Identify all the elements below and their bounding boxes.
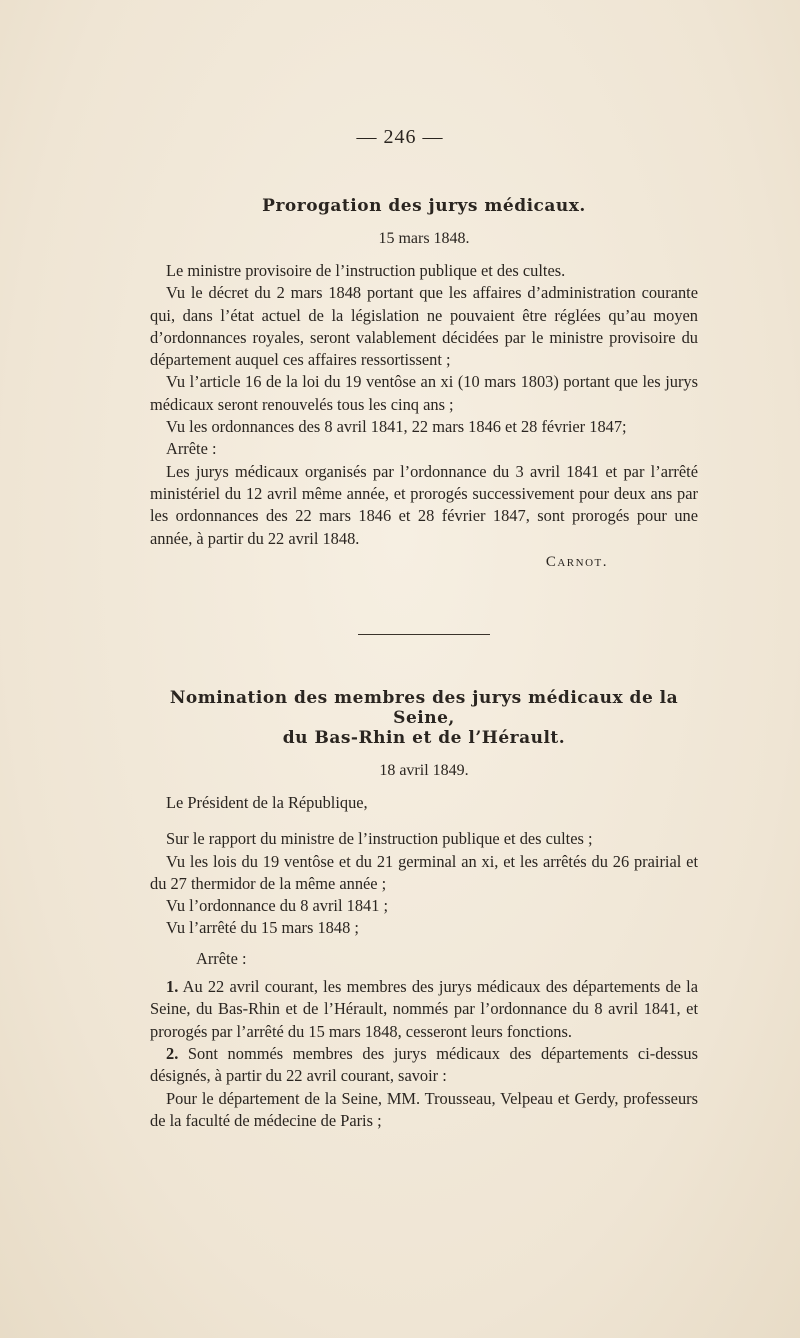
paragraph: Vu les lois du 19 ventôse et du 21 germinal an xi, et les arrêtés du 26 prairial et du 27 thermidor de la même année ; <box>150 851 698 893</box>
paragraph: Sur le rapport du ministre de l’instruction publique et des cultes ; <box>166 829 593 849</box>
paragraph: Vu l’article 16 de la loi du 19 ventôse an xi (10 mars 1803) portant que les jurys médicaux seront renouvelés tous les cinq ans ; <box>150 372 698 414</box>
article-text: Au 22 avril courant, les membres des jurys médicaux des départements de la Seine, du Bas-Rhin et de l’Hérault, nommés par l’ordonnance du 8 avril 1841, et prorogés par l’arrêté du 15 mars 1848, cesseront leurs fonctions. <box>150 977 698 1041</box>
paragraph: Arrête : <box>166 439 217 459</box>
section-date: 18 avril 1849. <box>379 762 469 779</box>
section-date: 15 mars 1848. <box>378 230 470 247</box>
article-text: Sont nommés membres des jurys médicaux des départements ci-dessus désignés, à partir du 22 avril courant, savoir : <box>150 1043 699 1086</box>
paragraph: Vu l’ordonnance du 8 avril 1841 ; <box>166 896 389 916</box>
paragraph: Pour le département de la Seine, MM. Trousseau, Velpeau et Gerdy, professeurs de la faculté de médecine de Paris ; <box>150 1088 698 1130</box>
section-nomination <box>150 688 698 1132</box>
section-title: Prorogation des jurys médicaux. <box>262 196 586 216</box>
section-title-line2: du Bas-Rhin et de l’Hérault. <box>282 728 566 748</box>
article-number: 2. <box>166 1043 179 1063</box>
article-2 <box>150 1043 698 1088</box>
page-number: — 246 — <box>356 126 444 148</box>
section-prorogation <box>150 196 698 571</box>
paragraph: Vu l’arrêté du 15 mars 1848 ; <box>166 918 359 938</box>
president-line: Le Président de la République, <box>166 793 368 812</box>
section-title-line1: Nomination des membres des jurys médicaux de la Seine, <box>169 688 679 728</box>
paragraph: Le ministre provisoire de l’instruction publique et des cultes. <box>166 261 566 280</box>
signature: Carnot. <box>545 553 608 570</box>
paragraph: Vu le décret du 2 mars 1848 portant que les affaires d’administration courante qui, dans l’état actuel de la législation ne pouvaient être réglées qu’au moyen d’ordonnances royales, seront valablement décidées par le ministre provisoire du département auquel ces affaires ressortissent ; <box>150 283 698 370</box>
arrete-label: Arrête : <box>196 948 247 968</box>
paragraph: Vu les ordonnances des 8 avril 1841, 22 mars 1846 et 28 février 1847; <box>166 417 627 437</box>
article-number: 1. <box>166 977 179 997</box>
section-divider <box>358 634 490 635</box>
paragraph: Les jurys médicaux organisés par l’ordonnance du 3 avril 1841 et par l’arrêté ministériel du 12 avril même année, et prorogés successivement pour deux ans par les ordonnances des 22 mars 1846 et 28 février 1847, sont prorogés pour une année, à partir du 22 avril 1848. <box>150 461 698 548</box>
article-1 <box>150 976 698 1043</box>
